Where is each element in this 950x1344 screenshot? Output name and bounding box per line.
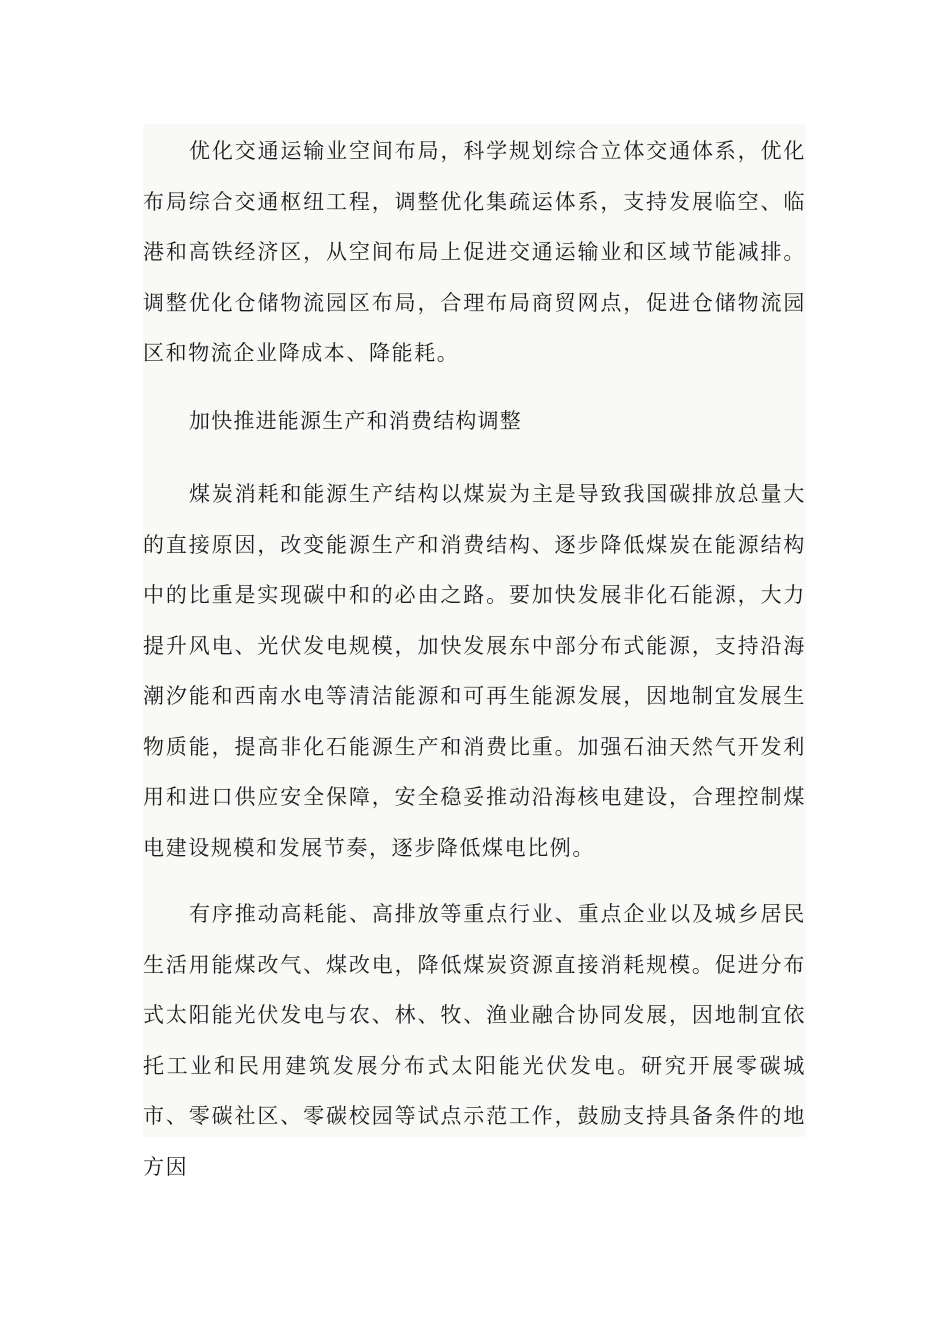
paragraph-transport-layout: 优化交通运输业空间布局，科学规划综合立体交通体系，优化布局综合交通枢纽工程，调整优化集疏运体系，支持发展临空、临港和高铁经济区，从空间布局上促进交通运输业和区域节能减排。调整优化仓储物流园区布局，合理布局商贸网点，促进仓储物流园区和物流企业降成本、降能耗。	[143, 139, 806, 365]
document-body	[143, 124, 806, 1179]
section-heading-energy-structure: 加快推进能源生产和消费结构调整	[189, 409, 522, 433]
paragraph-orderly-promotion: 有序推动高耗能、高排放等重点行业、重点企业以及城乡居民生活用能煤改气、煤改电，降低煤炭资源直接消耗规模。促进分布式太阳能光伏发电与农、林、牧、渔业融合协同发展，因地制宜依托工业和民用建筑发展分布式太阳能光伏发电。研究开展零碳城市、零碳社区、零碳校园等试点示范工作，鼓励支持具备条件的地方因	[143, 902, 806, 1179]
paragraph-coal-energy: 煤炭消耗和能源生产结构以煤炭为主是导致我国碳排放总量大的直接原因，改变能源生产和消费结构、逐步降低煤炭在能源结构中的比重是实现碳中和的必由之路。要加快发展非化石能源，大力提升风电、光伏发电规模，加快发展东中部分布式能源，支持沿海潮汐能和西南水电等清洁能源和可再生能源发展，因地制宜发展生物质能，提高非化石能源生产和消费比重。加强石油天然气开发利用和进口供应安全保障，安全稳妥推动沿海核电建设，合理控制煤电建设规模和发展节奏，逐步降低煤电比例。	[143, 482, 806, 860]
